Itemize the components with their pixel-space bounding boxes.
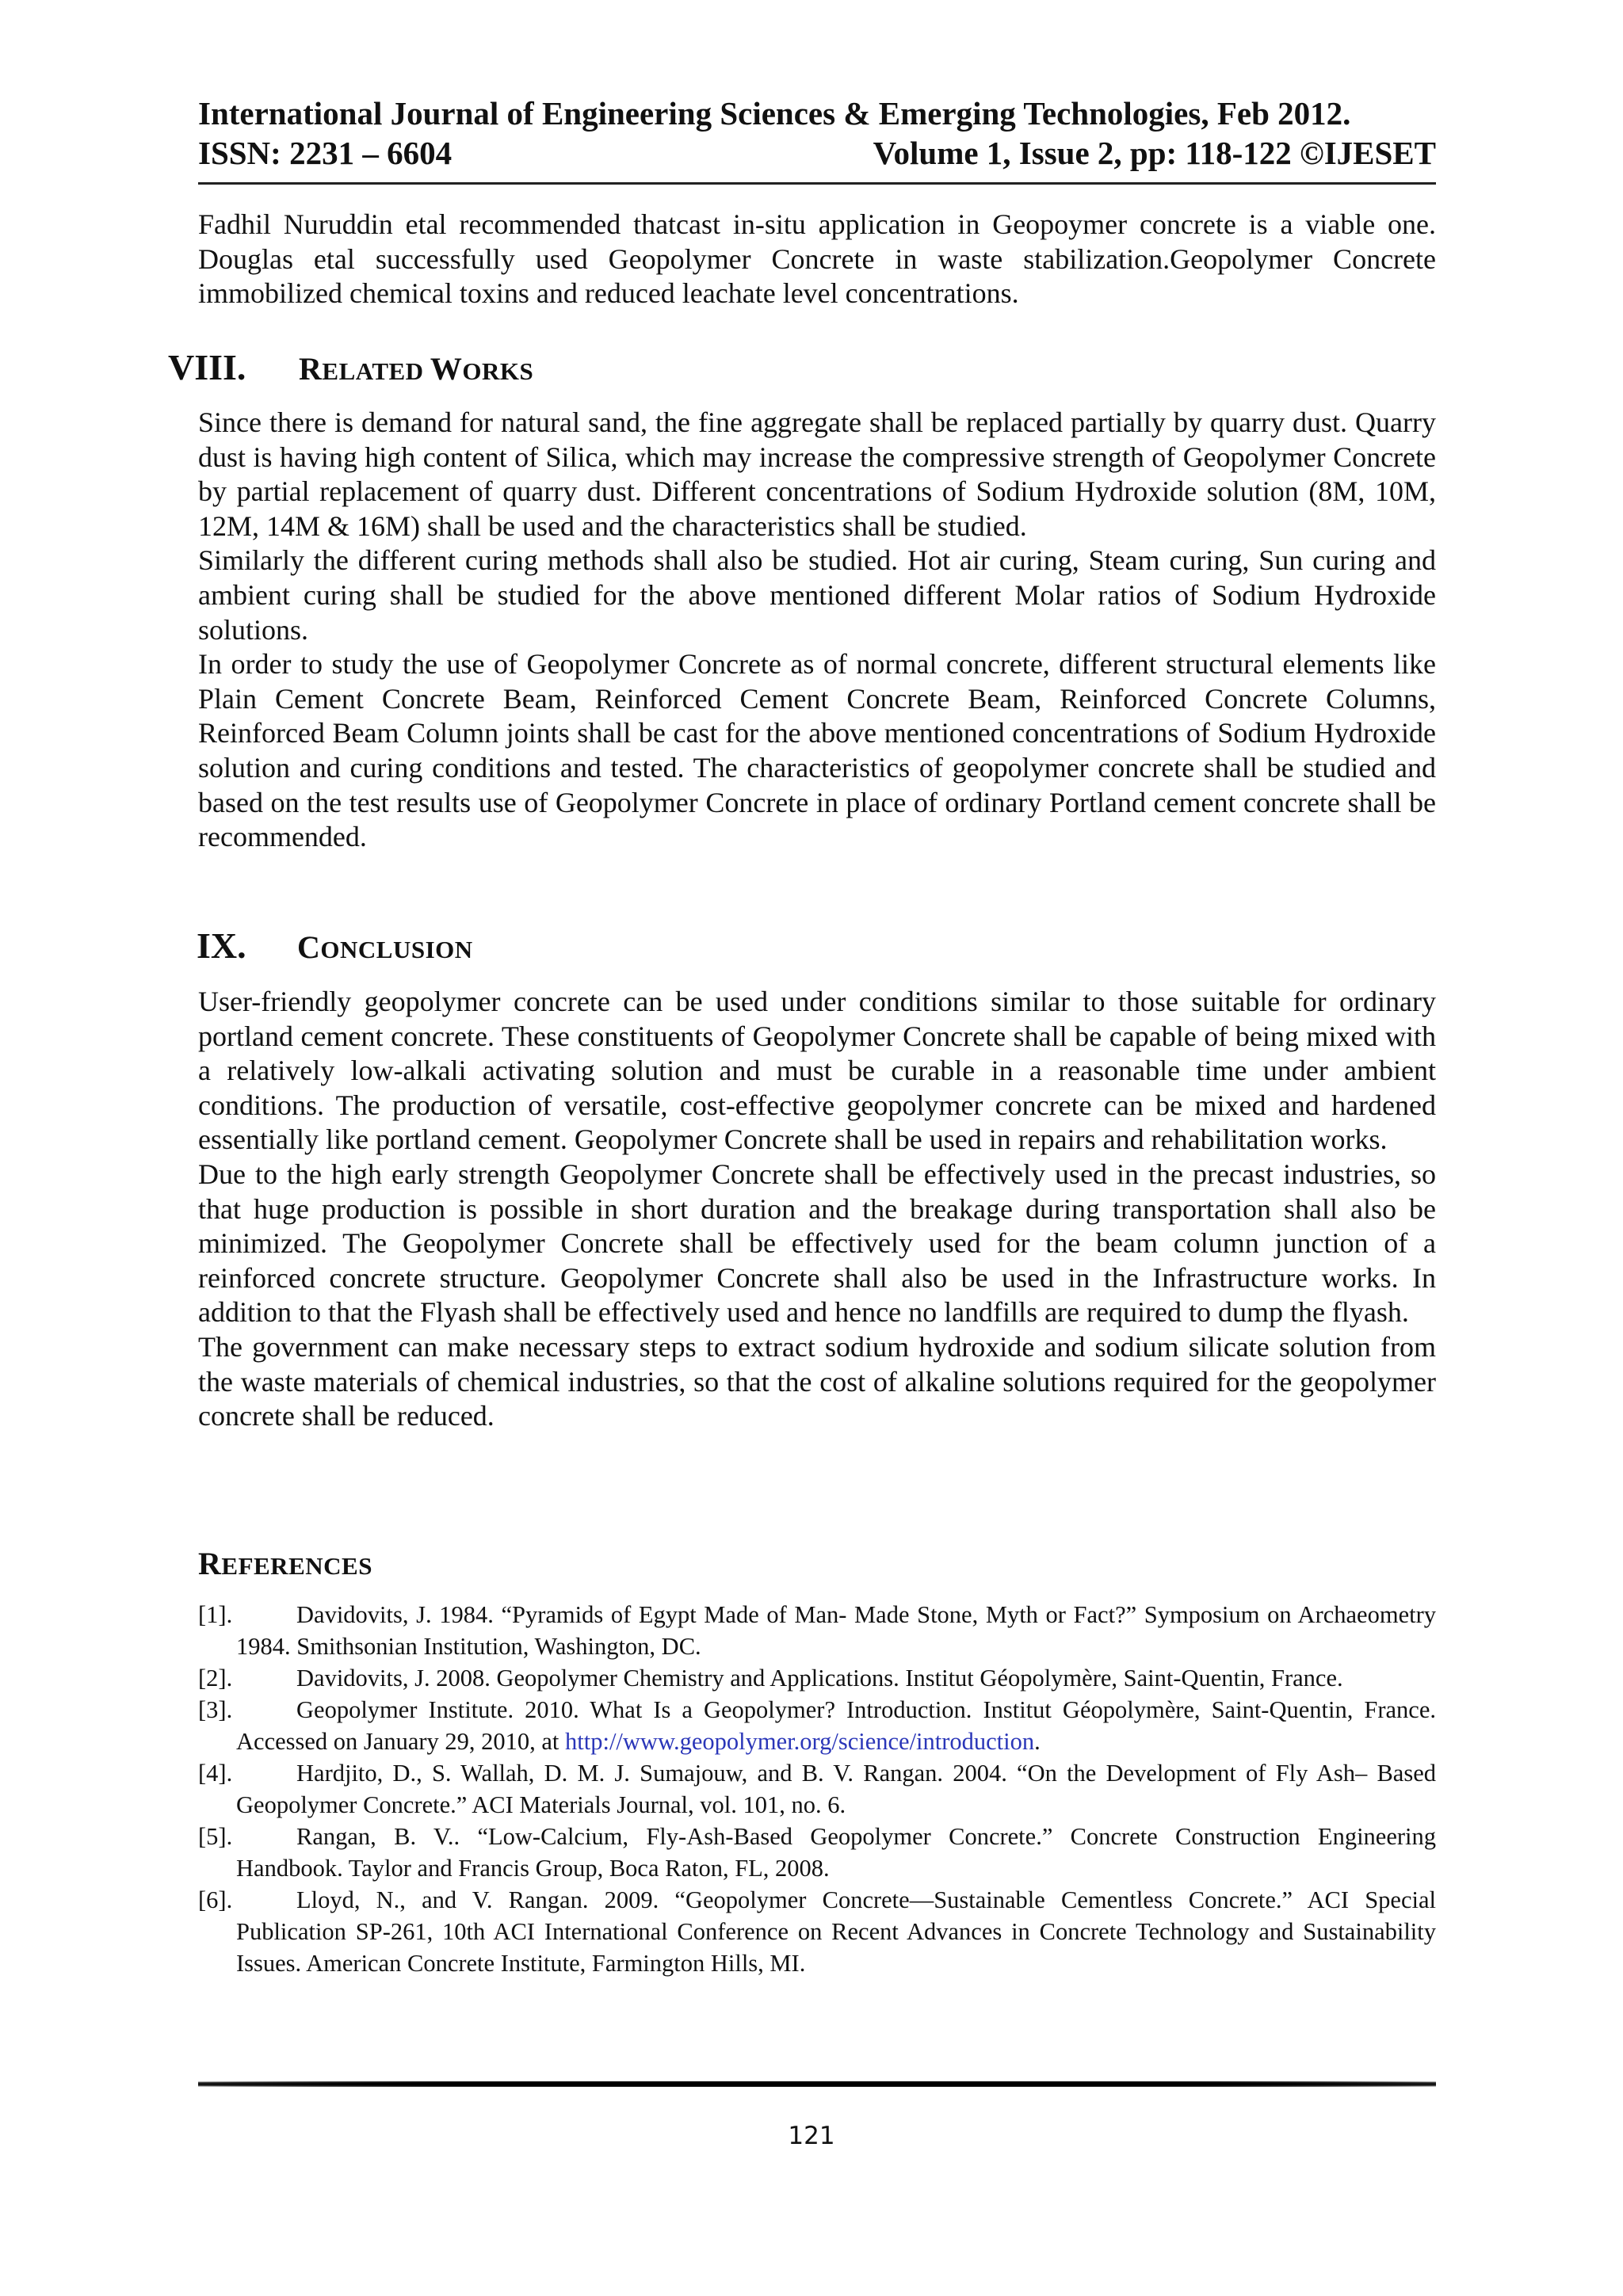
paragraph: User-friendly geopolymer concrete can be used under conditions similar to those suitable for ordinary portland cement concrete. These constituents of Geopolymer Concrete shall be capable of being mixed with a relatively low-alkali activating solution and must be curable in a reasonable time under ambient conditions. The production of versatile, cost-effective geopolymer concrete can be mixed and hardened essentially like portland cement. Geopolymer Concrete shall be used in repairs and rehabilitation works. (198, 986, 1436, 1156)
reference-item: [6]. Lloyd, N., and V. Rangan. 2009. “Geopolymer Concrete—Sustainable Cementless Concrete.” ACI Special Publication SP-261, 10th ACI International Conference on Recent Advances in Concrete Technology and Sustainability Issues. American Concrete Institute, Farmington Hills, MI. (198, 1886, 1436, 1977)
section-heading-conclusion (197, 927, 473, 969)
reference-link[interactable]: http://www.geopolymer.org/science/introduction (565, 1728, 1035, 1755)
section-title: CONCLUSION (297, 929, 473, 965)
reference-item: [1]. Davidovits, J. 1984. “Pyramids of Egypt Made of Man- Made Stone, Myth or Fact?” Symposium on Archaeometry 1984. Smithsonian Institution, Washington, DC. (198, 1601, 1436, 1660)
page-number: 121 (788, 2122, 835, 2150)
section-number: IX. (197, 925, 246, 966)
paragraph: Similarly the different curing methods shall also be studied. Hot air curing, Steam curing, Sun curing and ambient curing shall be studied for the above mentioned different Molar ratios of Sodium Hydroxide solutions. (198, 544, 1436, 646)
reference-item: [2]. Davidovits, J. 2008. Geopolymer Chemistry and Applications. Institut Géopolymère, Saint-Quentin, France. (198, 1665, 1343, 1691)
reference-item: [4]. Hardjito, D., S. Wallah, D. M. J. Sumajouw, and B. V. Rangan. 2004. “On the Development of Fly Ash– Based Geopolymer Concrete.” ACI Materials Journal, vol. 101, no. 6. (198, 1760, 1436, 1818)
issn-volume-line (198, 133, 1436, 173)
header-rule (198, 182, 1436, 185)
reference-item: [5]. Rangan, B. V.. “Low-Calcium, Fly-Ash-Based Geopolymer Concrete.” Concrete Construction Engineering Handbook. Taylor and Francis Group, Boca Raton, FL, 2008. (198, 1823, 1436, 1882)
section-title: RELATED WORKS (299, 351, 534, 387)
intro-block (198, 208, 1436, 311)
volume-info: Volume 1, Issue 2, pp: 118-122 ©IJESET (873, 135, 1436, 171)
reference-item: [3]. Geopolymer Institute. 2010. What Is a Geopolymer? Introduction. Institut Géopolymère, Saint-Quentin, France. Accessed on January 29, 2010, at http://www.geopolymer.org/science/introduction. (198, 1696, 1436, 1755)
reference-list (198, 1599, 1436, 1979)
paragraph: In order to study the use of Geopolymer Concrete as of normal concrete, different structural elements like Plain Cement Concrete Beam, Reinforced Cement Concrete Beam, Reinforced Concrete Columns, Reinforced Beam Column joints shall be cast for the above mentioned concentrations of Sodium Hydroxide solution and curing conditions and tested. The characteristics of geopolymer concrete shall be studied and based on the test results use of Geopolymer Concrete in place of ordinary Portland cement concrete shall be recommended. (198, 648, 1436, 853)
paragraph: The government can make necessary steps to extract sodium hydroxide and sodium silicate solution from the waste materials of chemical industries, so that the cost of alkaline solutions required for the geopolymer concrete shall be reduced. (198, 1330, 1436, 1432)
running-header (198, 93, 1436, 173)
footer-rule (198, 2081, 1436, 2087)
journal-title: International Journal of Engineering Sciences & Emerging Technologies, Feb 2012. (198, 95, 1351, 132)
issn: ISSN: 2231 – 6604 (198, 135, 453, 171)
paragraph: Since there is demand for natural sand, the fine aggregate shall be replaced partially by quarry dust. Quarry dust is having high content of Silica, which may increase the compressive strength of Geopolymer Concrete by partial replacement of quarry dust. Different concentrations of Sodium Hydroxide solution (8M, 10M, 12M, 14M & 16M) shall be used and the characteristics shall be studied. (198, 406, 1436, 542)
references-heading: REFERENCES (198, 1546, 372, 1581)
section-number: VIII. (168, 347, 246, 387)
related-works-body (198, 406, 1436, 855)
conclusion-body (198, 985, 1436, 1434)
paragraph: Due to the high early strength Geopolymer Concrete shall be effectively used in the precast industries, so that huge production is possible in short duration and the breakage during transportation shall also be minimized. The Geopolymer Concrete shall be effectively used for the beam column junction of a reinforced concrete structure. Geopolymer Concrete shall also be used in the Infrastructure works. In addition to that the Flyash shall be effectively used and hence no landfills are required to dump the flyash. (198, 1158, 1436, 1329)
intro-paragraph: Fadhil Nuruddin etal recommended thatcast in-situ application in Geopoymer concrete is a viable one. Douglas etal successfully used Geopolymer Concrete in waste stabilization.Geopolymer Concrete immobilized chemical toxins and reduced leachate level concentrations. (198, 208, 1436, 310)
section-heading-related-works (168, 349, 533, 391)
